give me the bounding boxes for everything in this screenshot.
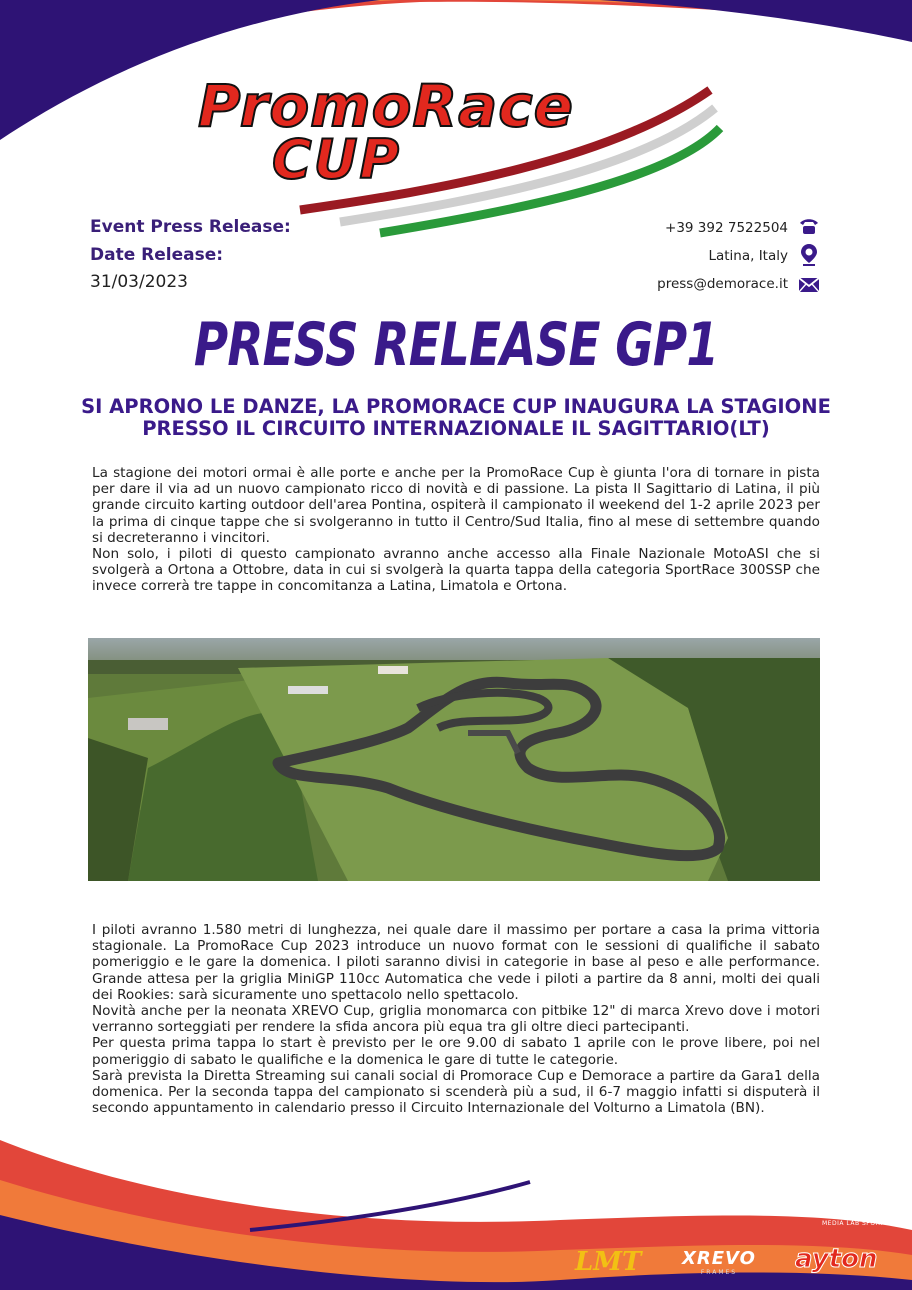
mail-icon: [798, 277, 820, 293]
phone-icon: [798, 217, 820, 235]
body-paragraph: Sarà prevista la Diretta Streaming sui canali social di Promorace Cup e Demorace a partire da Gara1 della domenica. Per la seconda tappa del campionato si scenderà più a sud, il 6-7 maggio infatti si disputerà il secondo appuntamento in calendario presso il Circuito Internazionale del Volturno a Limatola (BN).: [92, 1067, 820, 1117]
circuit-aerial-photo: [88, 638, 820, 881]
contact-email: press@demorace.it: [657, 276, 788, 292]
contact-location: Latina, Italy: [708, 248, 788, 264]
xrevo-logo: [682, 1248, 756, 1276]
xrevo-logo-text: XREVO: [682, 1248, 756, 1269]
ms-logo-subtext: MEDIA LAB SPORT: [821, 1220, 885, 1227]
date-release-label: Date Release:: [90, 245, 224, 265]
contact-phone: +39 392 7522504: [665, 220, 788, 236]
body-paragraph: Per questa prima tappa lo start è previsto per le ore 9.00 di sabato 1 aprile con le prove libere, poi nel pomeriggio di sabato le qualifiche e la domenica le gare di tutte le categorie.: [92, 1035, 820, 1068]
lmt-logo: LMT: [575, 1247, 642, 1277]
date-release-value: 31/03/2023: [90, 272, 188, 292]
page-title: PRESS RELEASE GP1: [193, 310, 719, 380]
intro-text: [92, 465, 820, 595]
body-paragraph: Novità anche per la neonata XREVO Cup, griglia monomarca con pitbike 12" di marca Xrevo dove i motori verranno sorteggiati per rendere la sfida ancora più equa tra gli oltre dieci partecipanti.: [92, 1003, 820, 1036]
ayton-logo: ayton: [795, 1244, 878, 1274]
logo-title: PromoRace: [198, 72, 574, 140]
event-press-release-label: Event Press Release:: [90, 217, 291, 237]
ms-logo-text: MS: [828, 1189, 878, 1222]
location-pin-icon: [800, 243, 818, 267]
body-paragraph: I piloti avranno 1.580 metri di lunghezza, nei quale dare il massimo per portare a casa la prima vittoria stagionale. La PromoRace Cup 2023 introduce un nuovo format con le sessioni di qualifiche il sabato pomeriggio e le gare la domenica. I piloti saranno divisi in categorie in base al peso e alle performance. Grande attesa per la griglia MiniGP 110cc Automatica che vede i piloti a partire da 8 anni, molti dei quali dei Rookies: sarà sicuramente uno spettacolo nello spettacolo.: [92, 922, 820, 1003]
subtitle-line-2: PRESSO IL CIRCUITO INTERNAZIONALE IL SAGITTARIO(LT): [142, 417, 770, 440]
body-text: [92, 922, 820, 1116]
logo-subtitle: CUP: [272, 128, 402, 191]
intro-paragraph: La stagione dei motori ormai è alle porte e anche per la PromoRace Cup è giunta l'ora di tornare in pista per dare il via ad un nuovo campionato ricco di novità e di passione. La pista Il Sagittario di Latina, il più grande circuito karting outdoor dell'area Pontina, ospiterà il campionato il weekend del 1-2 aprile 2023 per la prima di cinque tappe che si svolgeranno in tutto il Centro/Sud Italia, fino al mese di settembre quando si decreteranno i vincitori.: [92, 465, 820, 546]
footer-decoration: [0, 1120, 912, 1290]
ms-media-lab-logo: [820, 1189, 886, 1227]
subtitle-line-1: SI APRONO LE DANZE, LA PROMORACE CUP INAUGURA LA STAGIONE: [81, 395, 831, 418]
intro-paragraph: Non solo, i piloti di questo campionato avranno anche accesso alla Finale Nazionale MotoASI che si svolgerà a Ortona a Ottobre, data in cui si svolgerà la quarta tappa della categoria SportRace 300SSP che invece correrà tre tappe in concomitanza a Latina, Limatola e Ortona.: [92, 546, 820, 595]
xrevo-logo-subtext: FRAMES: [700, 1269, 738, 1276]
